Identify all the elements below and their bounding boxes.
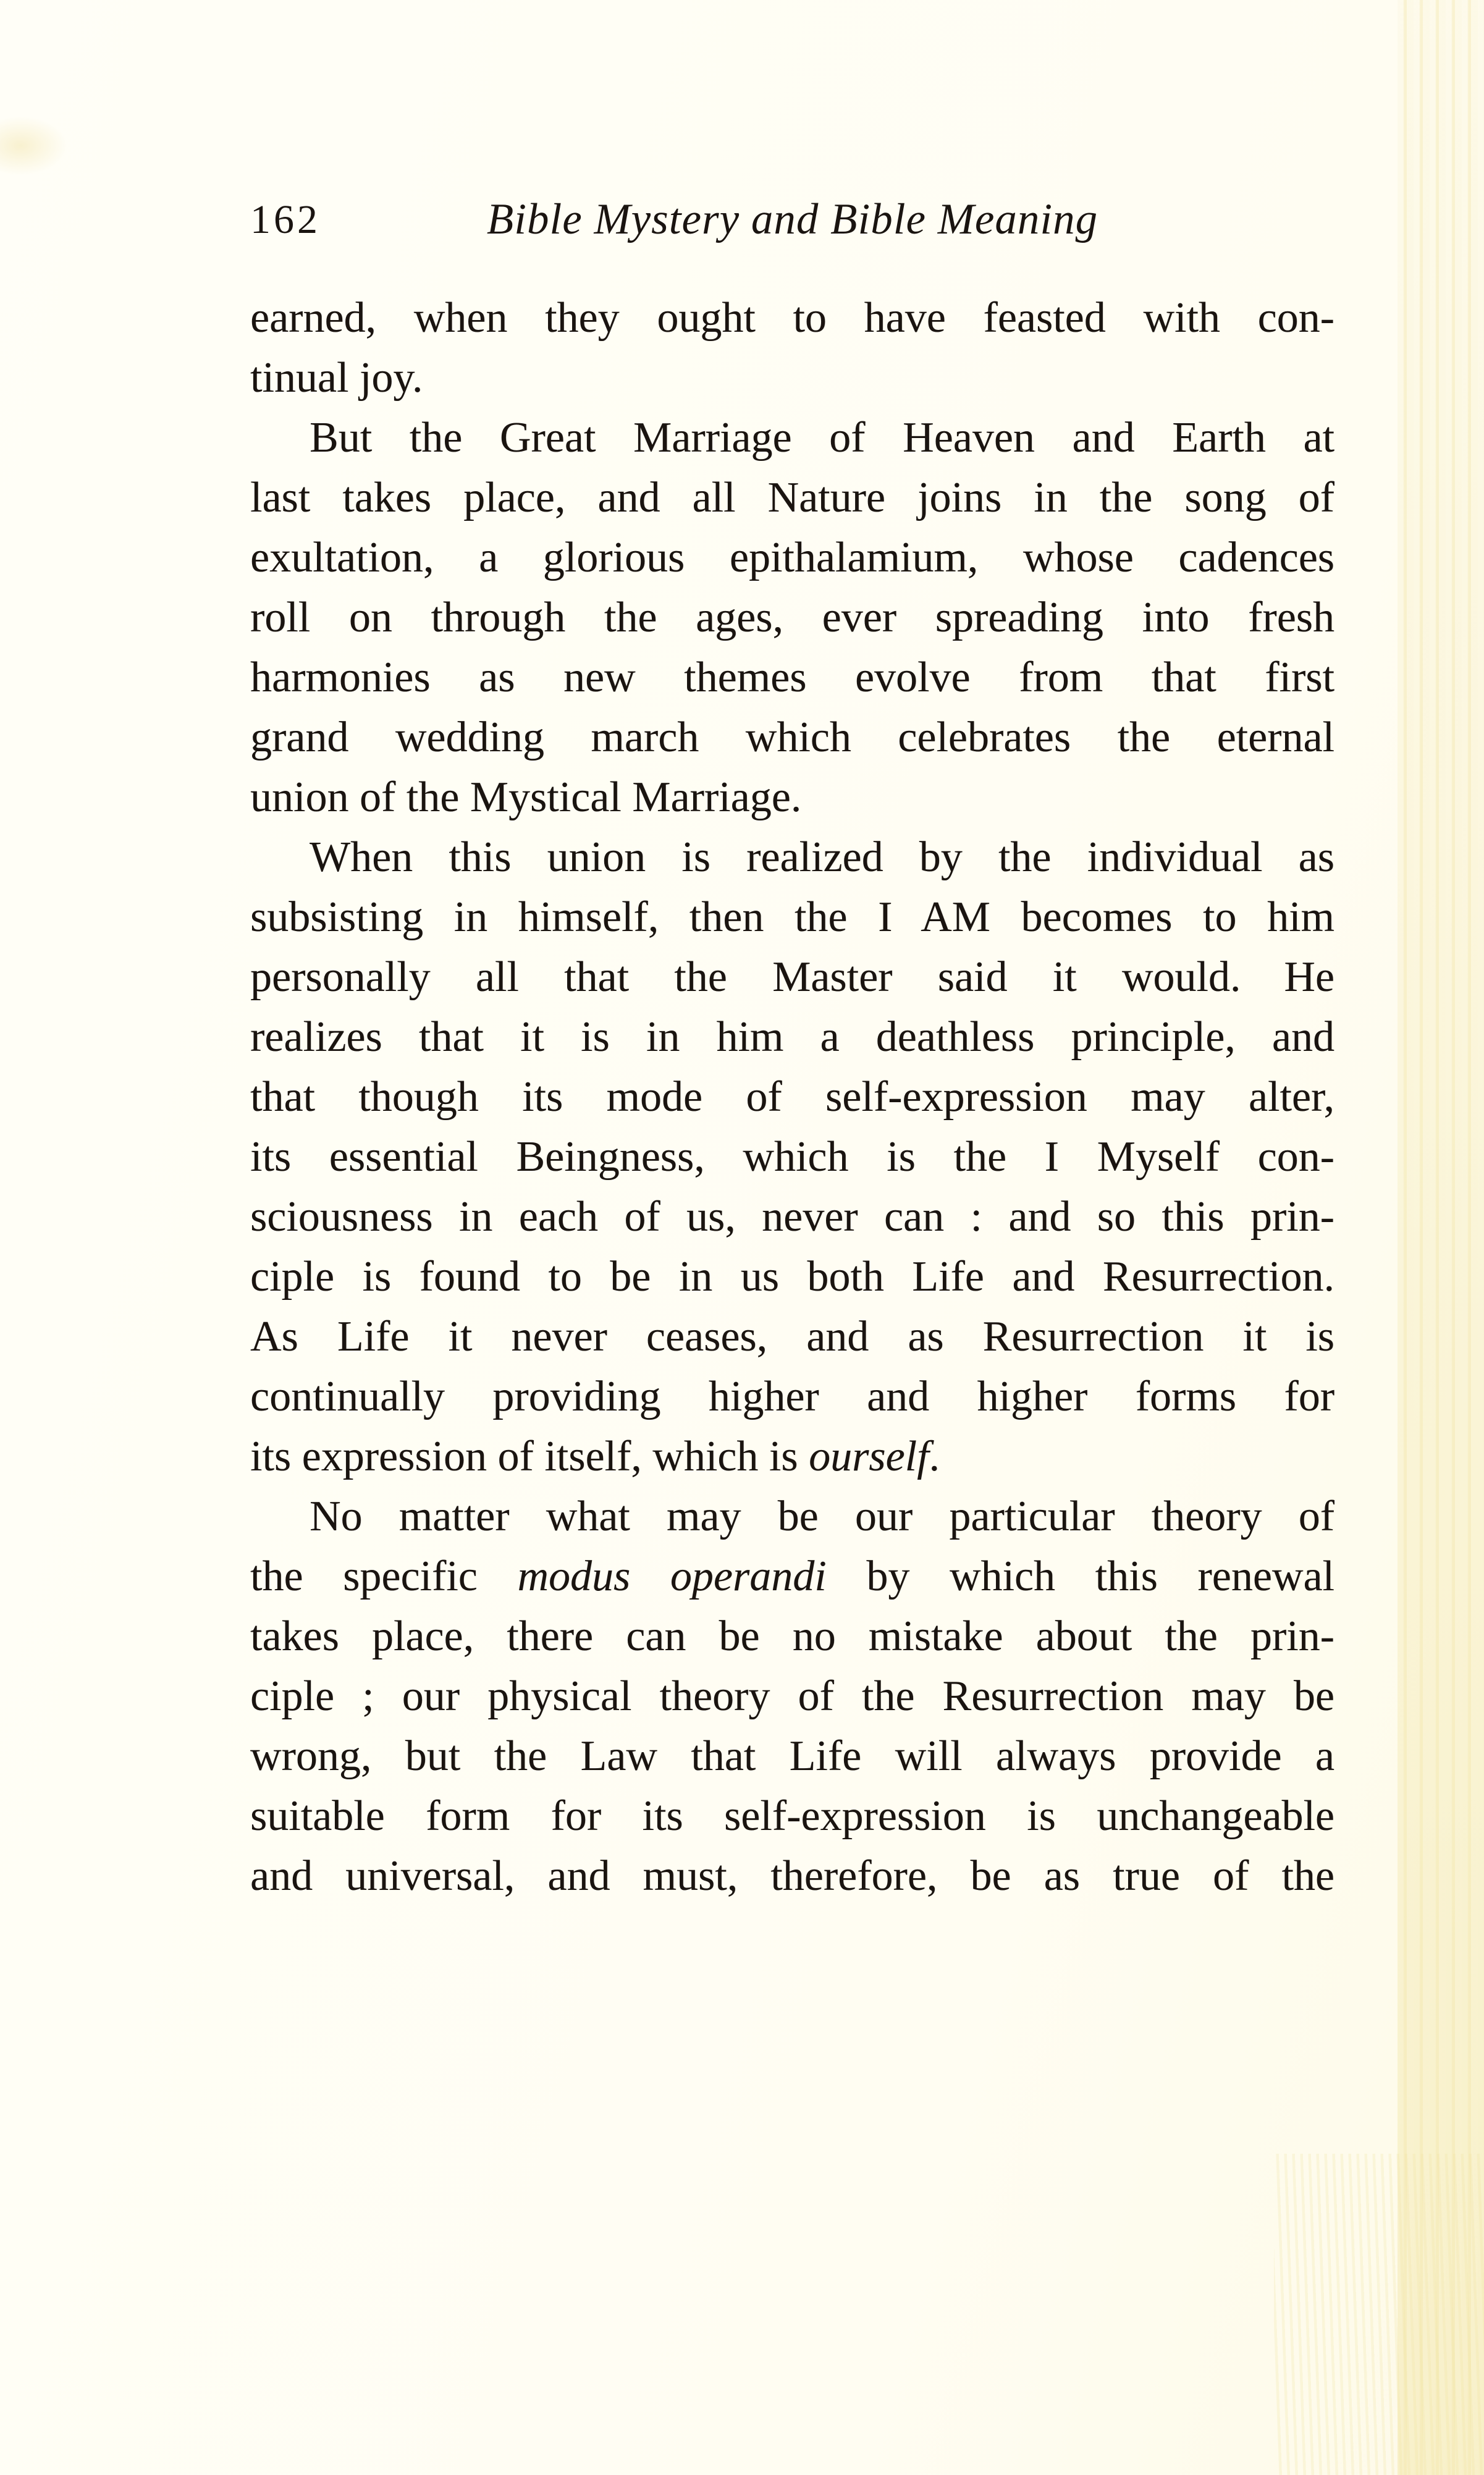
text-run: .: [929, 1433, 940, 1480]
text-line: [250, 1247, 1334, 1307]
text-run: the specific: [250, 1553, 518, 1600]
text-line: [250, 1187, 1334, 1247]
text-run: takes place, there can be no mistake about the prin-: [250, 1613, 1334, 1660]
text-line: [250, 1726, 1334, 1786]
text-line: [250, 947, 1334, 1007]
body-text: [250, 288, 1334, 1906]
text-line: [250, 1067, 1334, 1127]
text-line: [250, 1486, 1334, 1546]
text-line: [250, 1127, 1334, 1187]
text-line: [250, 1846, 1334, 1906]
text-line: [250, 1666, 1334, 1726]
text-run: ciple is found to be in us both Life and Resurrection.: [250, 1253, 1334, 1301]
text-run: its essential Beingness, which is the I Myself con-: [250, 1133, 1334, 1181]
text-line: [250, 827, 1334, 887]
text-run: As Life it never ceases, and as Resurrection it is: [250, 1313, 1334, 1360]
text-line: [250, 647, 1334, 707]
text-run: its expression of itself, which is: [250, 1433, 809, 1480]
text-line: [250, 767, 1334, 827]
running-title: Bible Mystery and Bible Meaning: [486, 195, 1098, 243]
text-line: [250, 1307, 1334, 1367]
text-line: [250, 408, 1334, 468]
text-run: union of the Mystical Marriage.: [250, 774, 802, 821]
text-run: roll on through the ages, ever spreading into fresh: [250, 594, 1334, 641]
text-line: [250, 1007, 1334, 1067]
text-run: last takes place, and all Nature joins in the song of: [250, 474, 1334, 521]
text-line: [250, 887, 1334, 947]
text-run: tinual joy.: [250, 354, 423, 402]
text-run: grand wedding march which celebrates the eternal: [250, 714, 1334, 761]
italic-run: modus operandi: [517, 1553, 827, 1600]
text-line: [250, 707, 1334, 767]
page-number: 162: [250, 197, 321, 242]
text-line: [250, 1367, 1334, 1427]
text-line: [250, 468, 1334, 528]
text-line: [250, 288, 1334, 348]
italic-run: ourself: [809, 1433, 929, 1480]
text-line: [250, 528, 1334, 588]
text-line: [250, 1786, 1334, 1846]
text-run: by which this renewal: [826, 1553, 1334, 1600]
text-run: exultation, a glorious epithalamium, whose cadences: [250, 534, 1334, 581]
text-run: subsisting in himself, then the I AM becomes to him: [250, 893, 1334, 941]
page-corner-texture: [1274, 2154, 1484, 2475]
text-run: wrong, but the Law that Life will always provide a: [250, 1732, 1334, 1780]
text-run: But the Great Marriage of Heaven and Earth at: [310, 414, 1334, 462]
text-run: suitable form for its self-expression is unchangeable: [250, 1792, 1334, 1840]
text-line: [250, 1606, 1334, 1666]
text-run: realizes that it is in him a deathless principle, and: [250, 1013, 1334, 1061]
text-run: and universal, and must, therefore, be as true of the: [250, 1852, 1334, 1900]
text-run: harmonies as new themes evolve from that first: [250, 654, 1334, 701]
text-line: [250, 348, 1334, 408]
text-line: [250, 588, 1334, 647]
scan-smudge-artifact: [0, 116, 68, 175]
text-line: [250, 1427, 1334, 1486]
text-run: personally all that the Master said it would. He: [250, 953, 1334, 1001]
running-header: [250, 190, 1334, 249]
page-edge-texture: [1398, 0, 1484, 2475]
text-run: earned, when they ought to have feasted with con-: [250, 294, 1334, 342]
text-run: that though its mode of self-expression may alter,: [250, 1073, 1334, 1121]
text-run: continually providing higher and higher forms for: [250, 1373, 1334, 1420]
text-run: ciple ; our physical theory of the Resurrection may be: [250, 1672, 1334, 1720]
text-run: When this union is realized by the individual as: [310, 833, 1334, 881]
text-run: No matter what may be our particular theory of: [310, 1493, 1334, 1540]
text-run: sciousness in each of us, never can : and so this prin-: [250, 1193, 1334, 1241]
text-line: [250, 1546, 1334, 1606]
